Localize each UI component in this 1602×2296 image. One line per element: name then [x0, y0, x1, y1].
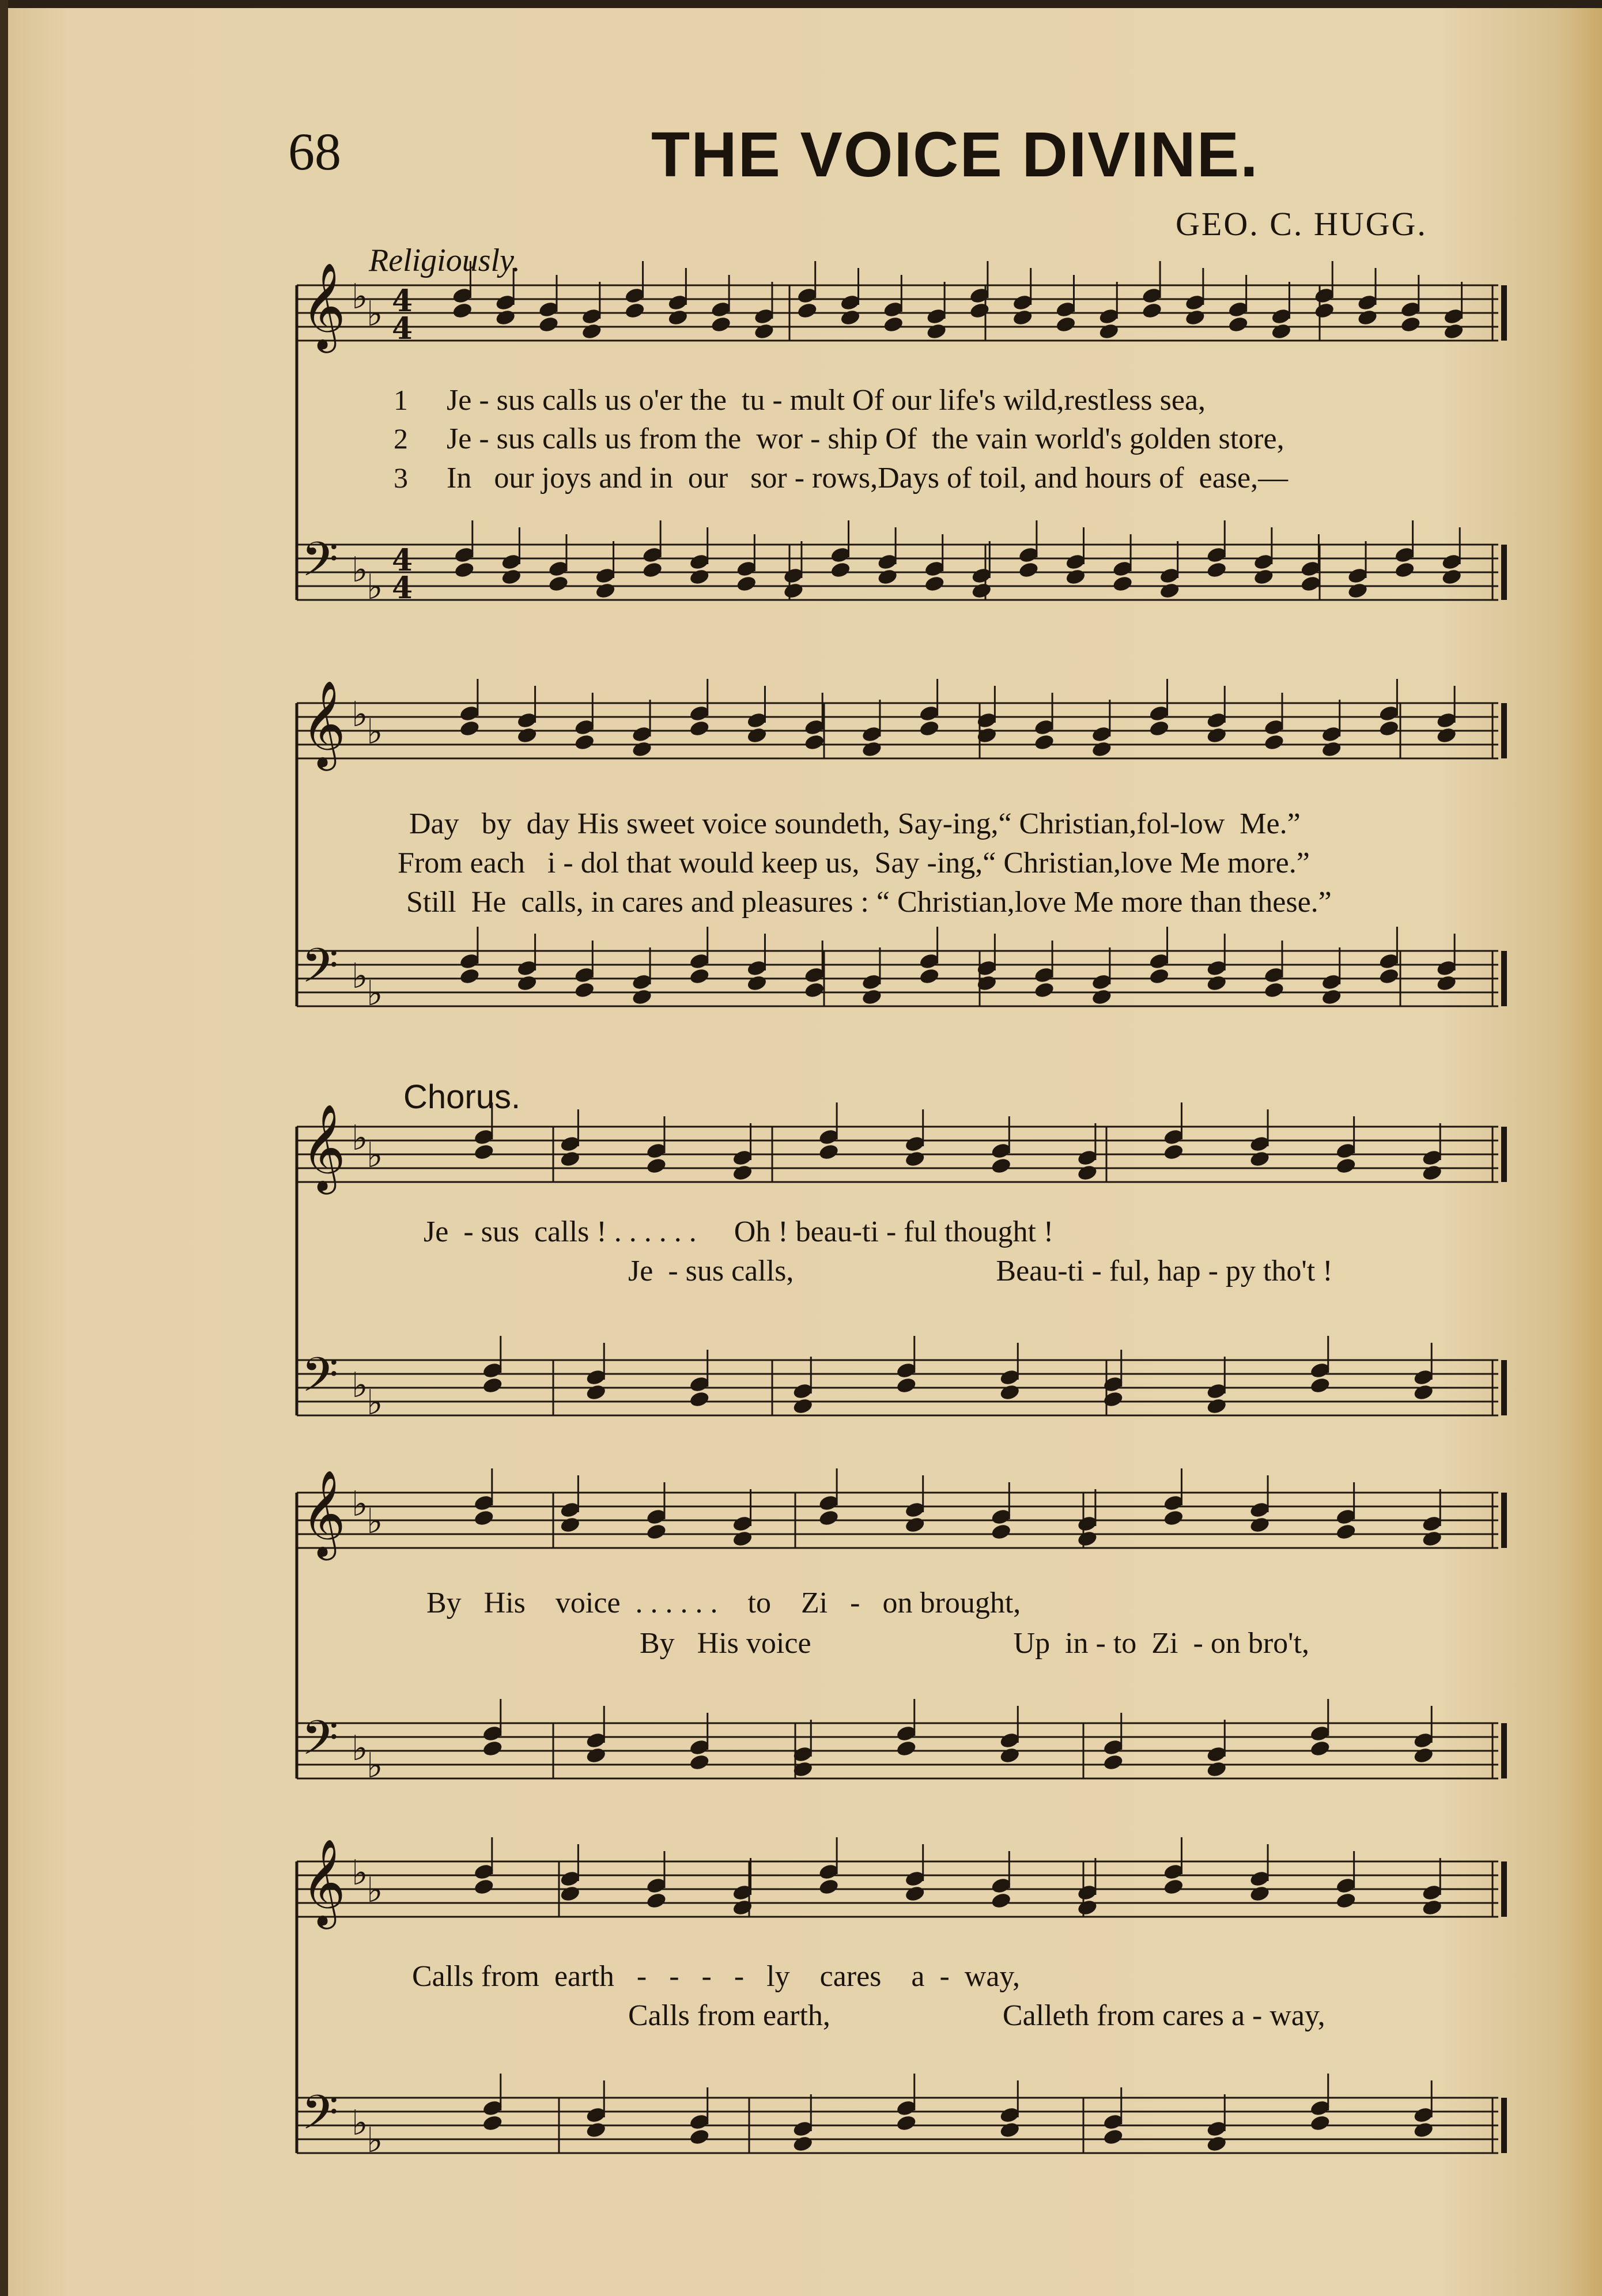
treble-clef: 𝄞 — [301, 1838, 346, 1925]
bass-note — [585, 1383, 607, 1402]
verse-number: 3 — [394, 462, 408, 494]
flat-sign: ♭ — [352, 1728, 368, 1769]
treble-note — [1335, 1157, 1357, 1175]
treble-note — [473, 1509, 495, 1527]
bass-note — [1412, 1383, 1434, 1402]
treble-note — [574, 733, 596, 752]
bass-clef: 𝄢 — [301, 2084, 339, 2152]
time-signature: 4 — [392, 284, 413, 319]
bass-note — [1033, 981, 1055, 999]
verse-number: 2 — [394, 422, 408, 455]
treble-note — [883, 315, 905, 334]
bass-clef: 𝄢 — [301, 938, 339, 1005]
bass-note — [876, 568, 898, 586]
bass-note — [792, 2135, 814, 2153]
chorus-line-1-lower: Je - sus calls, Beau-ti - ful, hap - py tho't ! — [628, 1255, 1333, 1287]
treble-note — [990, 1157, 1012, 1175]
treble-note — [1163, 1143, 1185, 1161]
bass-note — [999, 1746, 1021, 1765]
treble-note — [1055, 315, 1077, 334]
verse-2-line-1: Je - sus calls us from the wor - ship Of the vain world's golden store, — [447, 422, 1284, 455]
flat-sign: ♭ — [367, 973, 383, 1014]
treble-note — [1421, 1530, 1443, 1548]
treble-note — [1148, 719, 1170, 738]
flat-sign: ♭ — [367, 1501, 383, 1542]
bass-note — [1112, 575, 1134, 593]
bass-note — [1412, 1746, 1434, 1765]
treble-note — [1400, 315, 1422, 334]
chorus-line-1-upper: Je - sus calls ! . . . . . . Oh ! beau-ti - ful thought ! — [424, 1215, 1054, 1248]
bass-clef: 𝄢 — [301, 1710, 339, 1777]
bass-note — [896, 1376, 917, 1395]
treble-note — [1421, 1898, 1443, 1917]
bass-note — [1309, 2114, 1331, 2132]
bass-note — [803, 981, 825, 999]
treble-note — [904, 1516, 926, 1534]
bass-note — [1148, 967, 1170, 985]
time-signature: 4 — [392, 543, 413, 578]
treble-note — [645, 1891, 667, 1910]
verse-1-line-2: Day by day His sweet voice soundeth, Say-ing,“ Christian,fol-low Me.” — [409, 807, 1301, 840]
treble-note — [969, 301, 991, 320]
bass-note — [1102, 1753, 1124, 1772]
flat-sign: ♭ — [352, 2103, 368, 2143]
treble-note — [1421, 1164, 1443, 1182]
bass-clef: 𝄢 — [301, 1347, 339, 1414]
treble-note — [1076, 1530, 1098, 1548]
composer-credit: GEO. C. HUGG. — [1176, 205, 1427, 243]
treble-note — [1012, 308, 1034, 327]
treble-note — [1443, 322, 1465, 341]
treble-note — [710, 315, 732, 334]
flat-sign: ♭ — [367, 1746, 383, 1786]
bass-note — [1206, 1397, 1227, 1415]
treble-note — [1184, 308, 1206, 327]
bass-note — [631, 988, 653, 1006]
bass-note — [595, 581, 617, 600]
flat-sign: ♭ — [352, 1853, 368, 1893]
time-signature: 4 — [392, 571, 413, 606]
treble-note — [1076, 1898, 1098, 1917]
treble-note — [624, 301, 646, 320]
treble-note — [459, 719, 481, 738]
bass-note — [792, 1397, 814, 1415]
treble-note — [1335, 1523, 1357, 1541]
bass-note — [454, 561, 475, 579]
flat-sign: ♭ — [352, 550, 368, 590]
treble-note — [1378, 719, 1400, 738]
treble-note — [1249, 1150, 1271, 1168]
treble-note — [1357, 308, 1378, 327]
flat-sign: ♭ — [367, 712, 383, 752]
flat-sign: ♭ — [367, 1870, 383, 1910]
bass-note — [585, 1746, 607, 1765]
bass-note — [1300, 575, 1322, 593]
bass-note — [999, 1383, 1021, 1402]
bass-note — [459, 967, 481, 985]
treble-note — [732, 1530, 754, 1548]
flat-sign: ♭ — [352, 1118, 368, 1158]
bass-note — [501, 568, 523, 586]
treble-note — [840, 308, 862, 327]
bass-note — [1309, 1376, 1331, 1395]
bass-note — [585, 2121, 607, 2139]
treble-note — [560, 1150, 581, 1168]
flat-sign: ♭ — [352, 277, 368, 317]
bass-note — [516, 974, 538, 992]
treble-note — [645, 1157, 667, 1175]
treble-note — [560, 1885, 581, 1903]
treble-note — [1335, 1891, 1357, 1910]
treble-note — [732, 1898, 754, 1917]
bass-note — [1394, 561, 1416, 579]
bass-note — [1102, 2128, 1124, 2146]
bass-note — [1159, 581, 1181, 600]
treble-note — [796, 301, 818, 320]
treble-note — [1249, 1885, 1271, 1903]
bass-note — [924, 575, 946, 593]
time-signature: 4 — [392, 311, 413, 346]
treble-note — [1033, 733, 1055, 752]
bass-note — [1065, 568, 1087, 586]
treble-note — [732, 1164, 754, 1182]
treble-note — [904, 1885, 926, 1903]
verse-3-line-2: Still He calls, in cares and pleasures : “ Christian,love Me more than these.” — [406, 886, 1332, 919]
bass-note — [1309, 1739, 1331, 1758]
bass-note — [1441, 568, 1463, 586]
bass-note — [689, 1753, 711, 1772]
treble-note — [1141, 301, 1163, 320]
treble-note — [560, 1516, 581, 1534]
treble-note — [1163, 1509, 1185, 1527]
treble-note — [746, 726, 768, 745]
treble-clef: 𝄞 — [301, 679, 346, 767]
treble-note — [1206, 726, 1227, 745]
bass-note — [1435, 974, 1457, 992]
treble-note — [631, 740, 653, 758]
bass-note — [482, 2114, 504, 2132]
treble-clef: 𝄞 — [301, 1469, 346, 1557]
chorus-line-2-upper: By His voice . . . . . . to Zi - on brought, — [426, 1587, 1021, 1619]
bass-note — [1263, 981, 1285, 999]
treble-note — [818, 1509, 840, 1527]
treble-note — [1263, 733, 1285, 752]
bass-note — [689, 568, 711, 586]
page-number: 68 — [288, 122, 341, 181]
treble-note — [925, 322, 947, 341]
chorus-line-3-upper: Calls from earth - - - - ly cares a - way, — [412, 1960, 1021, 1993]
bass-note — [1206, 974, 1227, 992]
bass-note — [1412, 2121, 1434, 2139]
flat-sign: ♭ — [367, 2120, 383, 2161]
bass-note — [547, 575, 569, 593]
bass-note — [689, 1390, 711, 1408]
treble-note — [1435, 726, 1457, 745]
bass-note — [689, 967, 711, 985]
treble-note — [919, 719, 940, 738]
bass-note — [689, 2128, 711, 2146]
treble-note — [689, 719, 711, 738]
bass-note — [1321, 988, 1343, 1006]
treble-note — [1098, 322, 1120, 341]
chorus-line-3-lower: Calls from earth, Calleth from cares a - way, — [628, 1999, 1325, 2032]
treble-note — [818, 1143, 840, 1161]
treble-note — [861, 740, 883, 758]
verse-1-line-1: Je - sus calls us o'er the tu - mult Of our life's wild,restless sea, — [447, 384, 1206, 417]
treble-note — [494, 308, 516, 327]
chorus-line-2-lower: By His voice Up in - to Zi - on bro't, — [640, 1627, 1309, 1660]
flat-sign: ♭ — [352, 956, 368, 996]
bass-note — [482, 1376, 504, 1395]
treble-clef: 𝄞 — [301, 1103, 346, 1191]
bass-note — [1206, 1760, 1227, 1778]
treble-note — [990, 1891, 1012, 1910]
verse-2-line-2: From each i - dol that would keep us, Say -ing,“ Christian,love Me more.” — [398, 847, 1310, 879]
verse-3-line-1: In our joys and in our sor - rows,Days of toil, and hours of ease,— — [447, 462, 1289, 494]
bass-note — [1018, 561, 1040, 579]
bass-note — [830, 561, 852, 579]
treble-note — [1313, 301, 1335, 320]
bass-note — [1091, 988, 1113, 1006]
treble-note — [645, 1523, 667, 1541]
bass-note — [783, 581, 804, 600]
treble-note — [581, 322, 603, 341]
treble-note — [1076, 1164, 1098, 1182]
treble-clef: 𝄞 — [301, 262, 346, 349]
chorus-label: Chorus. — [403, 1078, 521, 1116]
flat-sign: ♭ — [367, 567, 383, 607]
treble-note — [452, 301, 474, 320]
treble-note — [990, 1523, 1012, 1541]
bass-note — [736, 575, 758, 593]
treble-note — [516, 726, 538, 745]
bass-note — [574, 981, 596, 999]
verse-number: 1 — [394, 384, 408, 416]
bass-note — [1378, 967, 1400, 985]
bass-note — [746, 974, 768, 992]
bass-note — [919, 967, 940, 985]
bass-note — [999, 2121, 1021, 2139]
treble-note — [1271, 322, 1293, 341]
bass-note — [1206, 2135, 1227, 2153]
tempo-marking: Religiously. — [369, 243, 520, 278]
treble-note — [818, 1878, 840, 1896]
bass-note — [970, 581, 992, 600]
treble-note — [1249, 1516, 1271, 1534]
bass-clef: 𝄢 — [301, 531, 339, 599]
flat-sign: ♭ — [367, 294, 383, 334]
bass-note — [1253, 568, 1275, 586]
hymn-title: THE VOICE DIVINE. — [651, 119, 1259, 190]
flat-sign: ♭ — [352, 694, 368, 735]
treble-note — [667, 308, 689, 327]
treble-note — [1163, 1878, 1185, 1896]
flat-sign: ♭ — [352, 1484, 368, 1524]
treble-note — [473, 1878, 495, 1896]
treble-note — [904, 1150, 926, 1168]
treble-note — [803, 733, 825, 752]
treble-note — [1227, 315, 1249, 334]
bass-note — [482, 1739, 504, 1758]
flat-sign: ♭ — [367, 1383, 383, 1423]
bass-note — [861, 988, 883, 1006]
bass-note — [1206, 561, 1227, 579]
flat-sign: ♭ — [352, 1365, 368, 1406]
bass-note — [1347, 581, 1369, 600]
treble-note — [753, 322, 775, 341]
bass-note — [896, 1739, 917, 1758]
bass-note — [641, 561, 663, 579]
treble-note — [1321, 740, 1343, 758]
treble-note — [1091, 740, 1113, 758]
bass-note — [896, 2114, 917, 2132]
treble-note — [538, 315, 560, 334]
flat-sign: ♭ — [367, 1135, 383, 1176]
treble-note — [473, 1143, 495, 1161]
